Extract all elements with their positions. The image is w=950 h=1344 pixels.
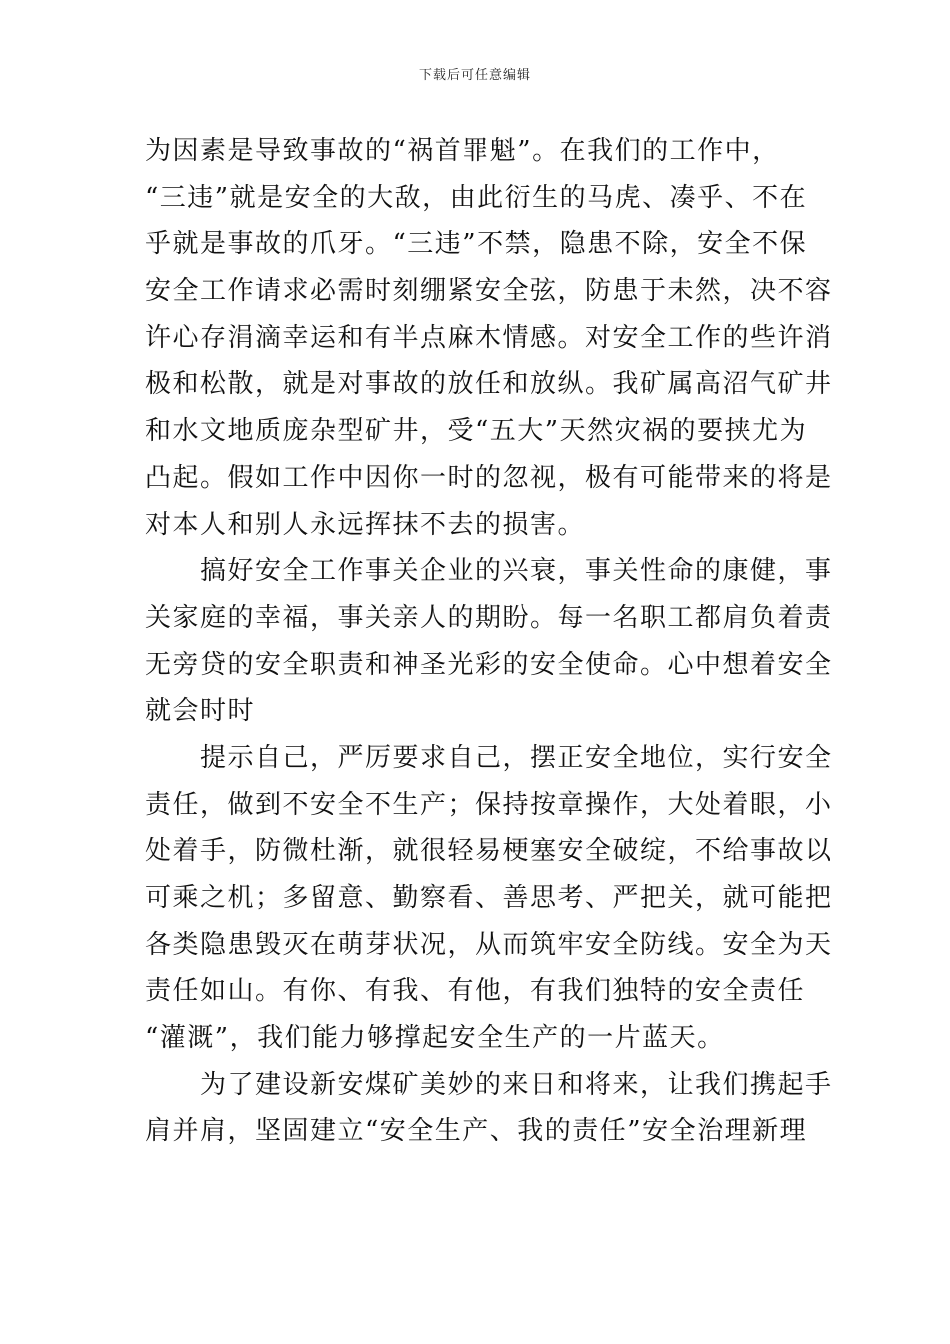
text-line: 关家庭的幸福，事关亲人的期盼。每一名职工都肩负着责 [145,602,833,633]
text-line: 极和松散，就是对事故的放任和放纵。我矿属高沼气矿井 [145,369,833,400]
text-line: 对本人和别人永远挥抹不去的损害。 [145,509,586,540]
text-line: 提示自己，严厉要求自己，摆正安全地位，实行安全 [145,742,833,773]
text-line: 为了建设新安煤矿美妙的来日和将来，让我们携起手 [145,1069,833,1100]
document-body [145,128,833,1155]
text-line: “三违”就是安全的大敌，由此衍生的马虎、凑乎、不在 [145,182,808,213]
text-line: 责任，做到不安全不生产；保持按章操作，大处着眼，小 [145,789,833,820]
text-line: 和水文地质庞杂型矿井，受“五大”天然灾祸的要挟尤为 [145,416,808,447]
page-header: 下载后可任意编辑 [418,68,531,83]
text-line: 各类隐患毁灭在萌芽状况，从而筑牢安全防线。安全为天 [145,929,833,960]
text-line: “灌溉”，我们能力够撑起安全生产的一片蓝天。 [145,1023,725,1054]
text-line: 可乘之机；多留意、勤察看、善思考、严把关，就可能把 [145,883,833,913]
text-line: 就会时时 [145,696,256,727]
text-line: 凸起。假如工作中因你一时的忽视，极有可能带来的将是 [145,462,833,493]
text-line: 搞好安全工作事关企业的兴衰，事关性命的康健，事 [145,556,833,587]
text-line: 许心存涓滴幸运和有半点麻木情感。对安全工作的些许消 [145,322,833,353]
text-line: 肩并肩，坚固建立“安全生产、我的责任”安全治理新理 [145,1116,808,1147]
text-line: 安全工作请求必需时刻绷紧安全弦，防患于未然，决不容 [145,276,833,307]
text-line: 处着手，防微杜渐，就很轻易梗塞安全破绽，不给事故以 [145,836,833,867]
text-line: 乎就是事故的爪牙。“三违”不禁，隐患不除，安全不保 [145,229,808,260]
text-line: 无旁贷的安全职责和神圣光彩的安全使命。心中想着安全 [145,649,833,680]
text-line: 责任如山。有你、有我、有他，有我们独特的安全责任 [145,976,806,1007]
text-line: 为因素是导致事故的“祸首罪魁”。在我们的工作中， [145,136,780,166]
